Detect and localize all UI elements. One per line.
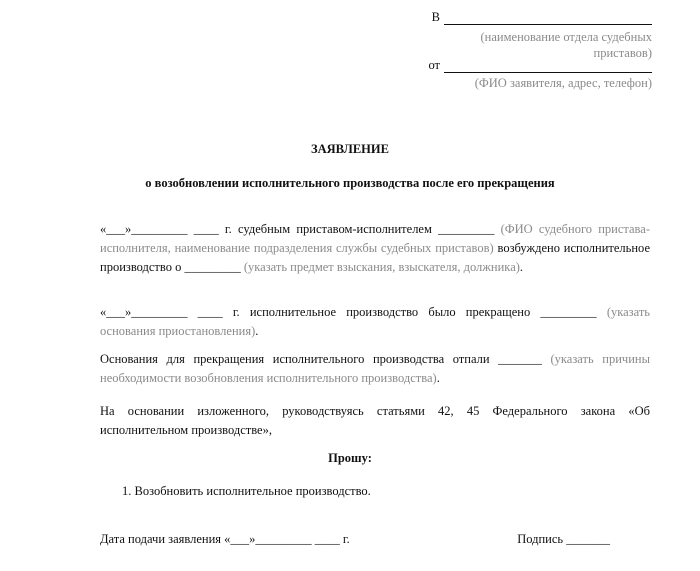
p3-hint: (указать причины необходимости возобновления исполнительного производства) [100,352,650,385]
recipient-block [410,10,652,61]
signature-field: Подпись _______ [517,532,610,546]
paragraph-legal-basis: На основании изложенного, руководствуясь статьями 42, 45 Федерального закона «Об исполнительном производстве», [100,404,650,437]
p2-end: . [255,324,259,338]
paragraph-termination [100,303,650,341]
paragraph-initiation [100,220,650,277]
p1-end: . [519,260,524,274]
p2-text: «___»_________ ____ г. исполнительное производство было прекращено _________ [100,305,597,319]
footer-row [100,532,650,547]
to-label: В [431,10,440,24]
p1-hint-subject: (указать предмет взыскания, взыскателя, должника) [243,260,520,274]
document-title: ЗАЯВЛЕНИЕ [311,142,389,156]
from-hint: (ФИО заявителя, адрес, телефон) [474,76,652,90]
submission-date: Дата подачи заявления «___»_________ ____ г. [100,532,350,546]
to-hint: (наименование отдела судебных приставов) [480,30,652,60]
request-heading: Прошу: [328,451,372,465]
p1-date-text: «___»_________ ____ г. судебным приставом-исполнителем _________ [100,222,495,236]
document-subtitle: о возобновлении исполнительного производства после его прекращения [145,176,555,190]
from-label: от [428,58,440,72]
from-line[interactable] [444,58,652,73]
p3-text: Основания для прекращения исполнительного производства отпали _______ [100,352,542,366]
p3-end: . [436,371,440,385]
p1-middle-text: возбуждено исполнительное производство о _________ [100,241,650,274]
p2-hint: (указать основания приостановления) [100,305,650,338]
sender-block [410,58,652,91]
to-line[interactable] [444,10,652,25]
p1-hint-bailiff: (ФИО судебного пристава-исполнителя, наименование подразделения службы судебных приставов) [100,222,651,255]
paragraph-grounds [100,350,650,388]
request-item: 1. Возобновить исполнительное производство. [122,484,371,498]
